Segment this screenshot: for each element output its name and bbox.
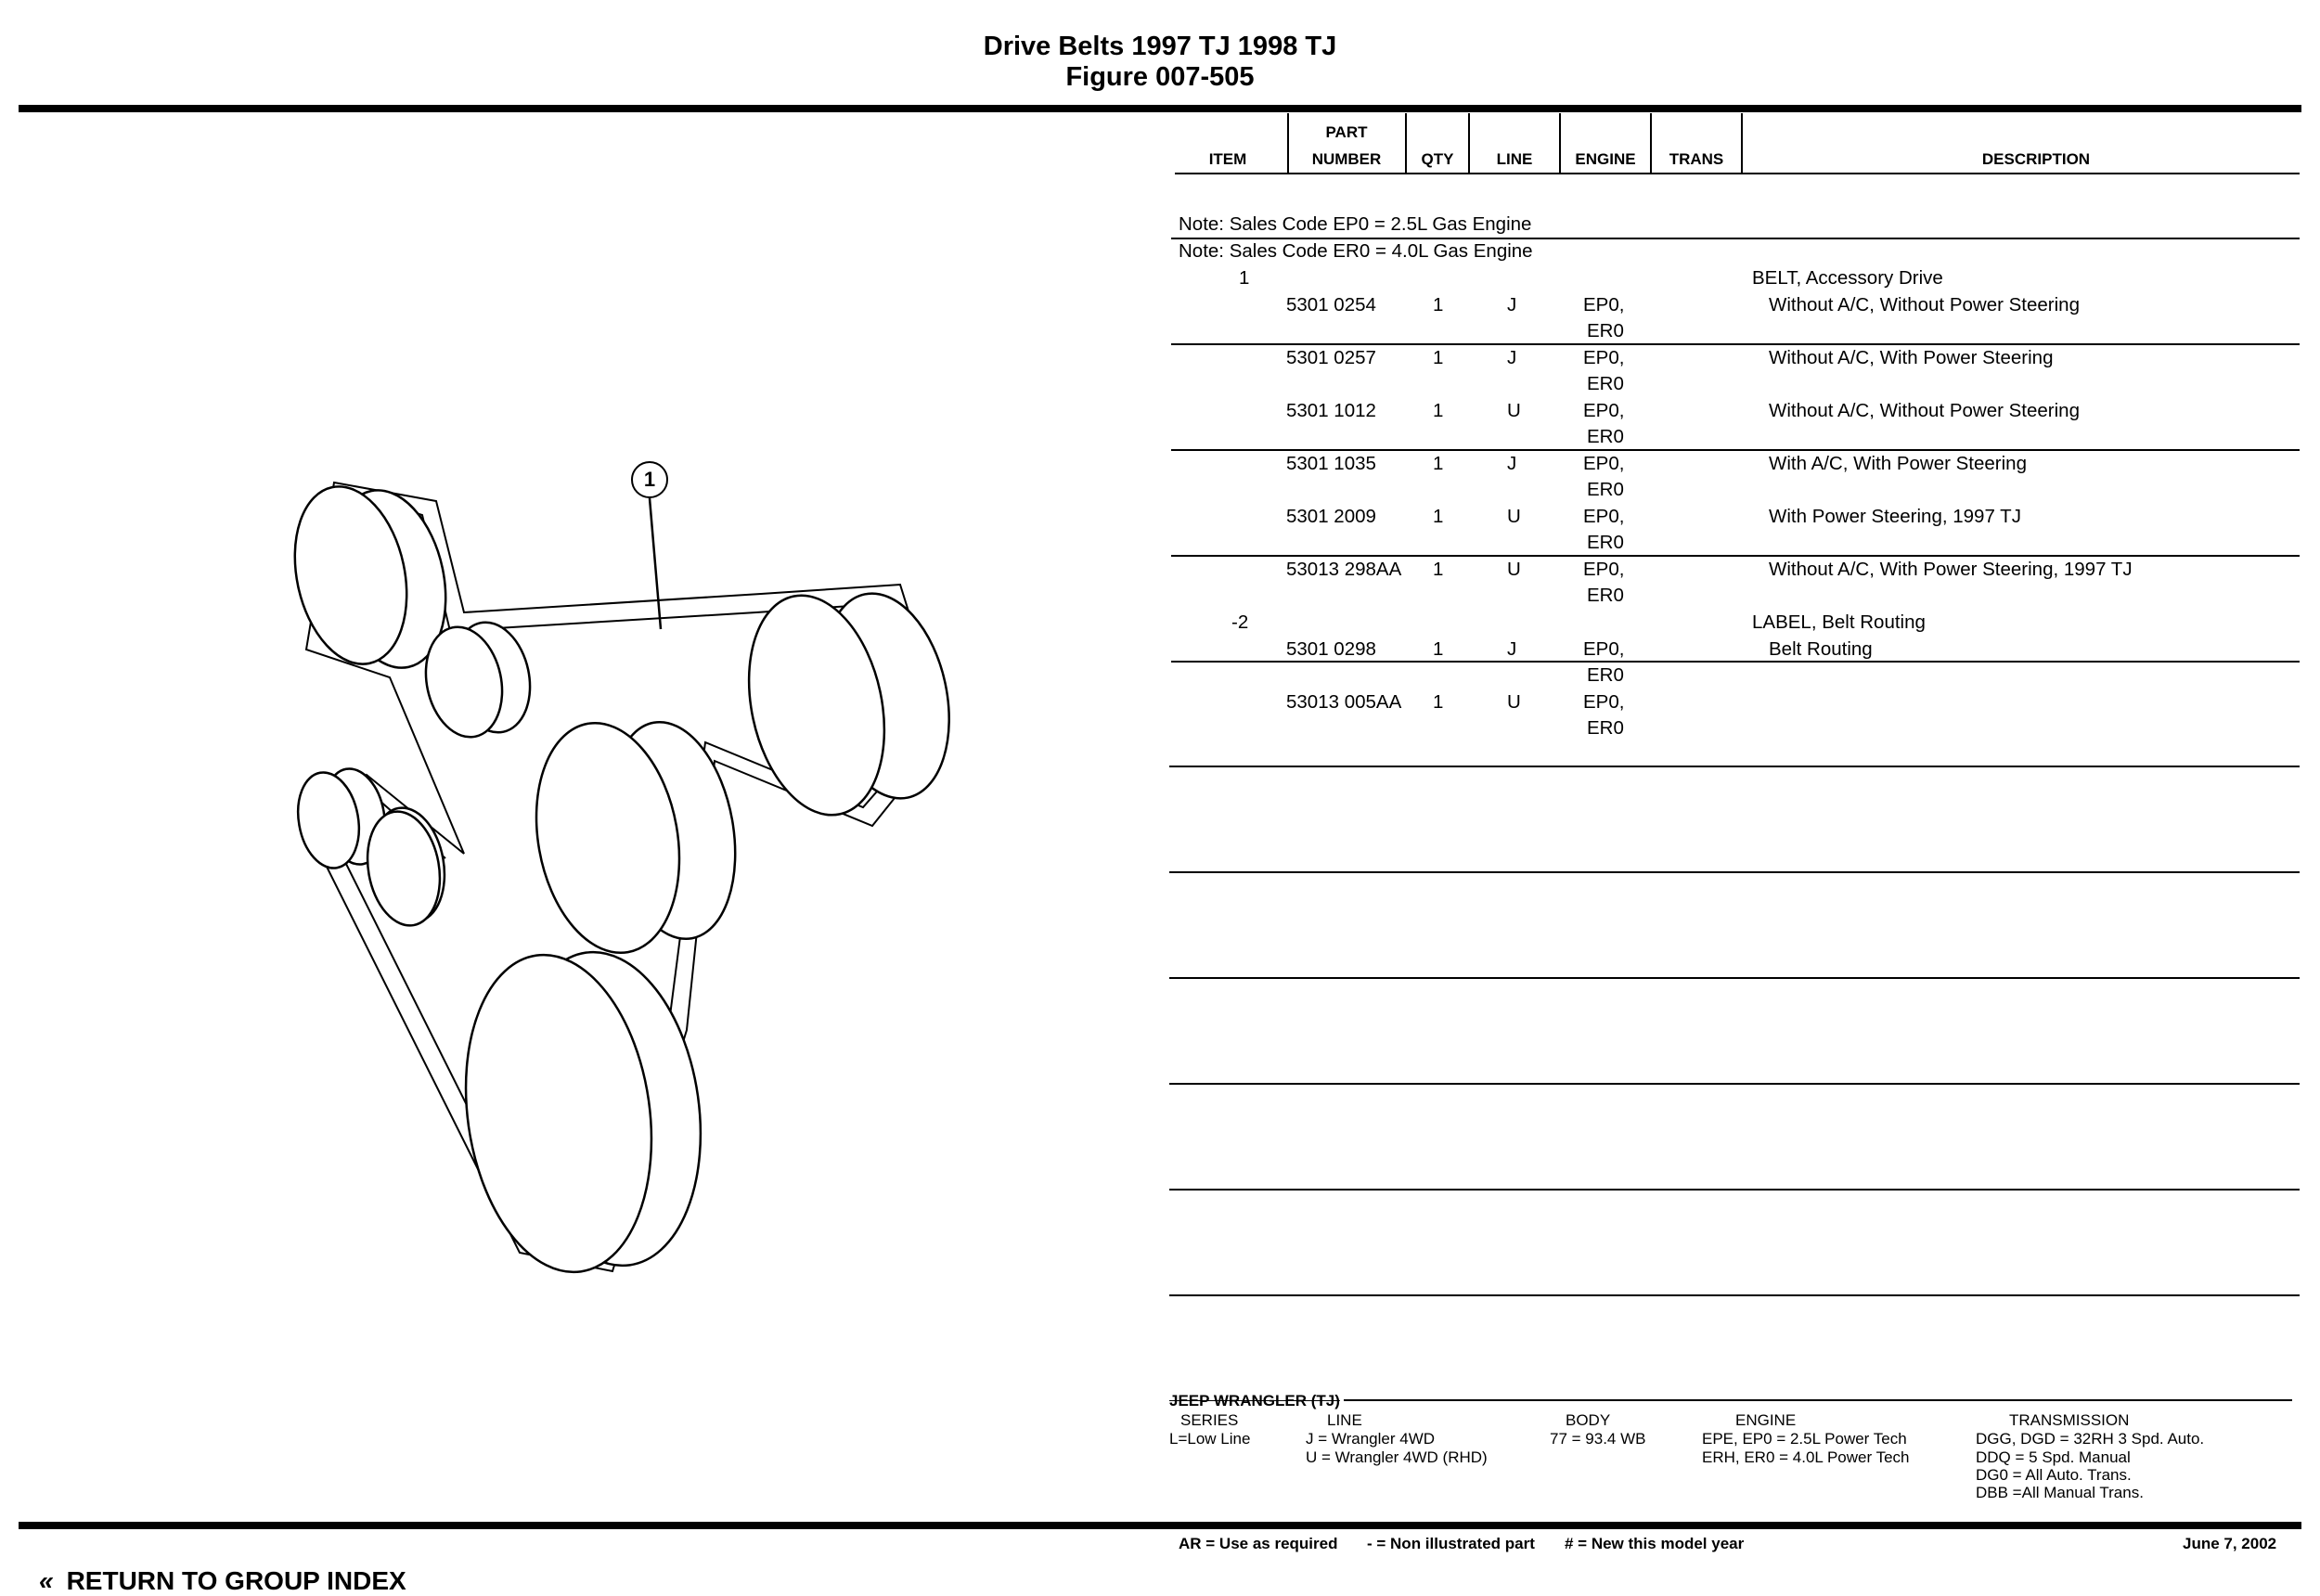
transmission-heading: TRANSMISSION (2009, 1411, 2130, 1429)
header-trans: TRANS (1669, 150, 1724, 168)
table-row-part: 5301 0254 (1286, 294, 1376, 315)
line-heading: LINE (1327, 1411, 1362, 1429)
header-divider (1468, 113, 1470, 173)
page-title: Drive Belts 1997 TJ 1998 TJ (983, 32, 1337, 61)
table-row-engine: ER0 (1587, 664, 1624, 686)
table-row-part: 5301 1035 (1286, 453, 1376, 474)
header-part-bottom: NUMBER (1311, 150, 1382, 168)
double-chevron-left-icon: « (39, 1566, 54, 1595)
series-value: L=Low Line (1169, 1430, 1251, 1448)
return-to-group-index-link[interactable] (39, 1566, 406, 1596)
table-row-description: Without A/C, With Power Steering (1769, 347, 2054, 368)
model-name: JEEP WRANGLER (TJ) (1169, 1392, 1344, 1409)
header-divider (1287, 113, 1289, 173)
body-value: 77 = 93.4 WB (1550, 1430, 1646, 1448)
table-row-part: 5301 2009 (1286, 506, 1376, 527)
row-divider (1169, 1189, 2300, 1191)
body-heading: BODY (1566, 1411, 1611, 1429)
line-value: U = Wrangler 4WD (RHD) (1306, 1448, 1488, 1466)
table-row-description: Without A/C, With Power Steering, 1997 TJ (1769, 559, 2133, 580)
table-row-engine: EP0, (1583, 559, 1625, 580)
table-row-description: With A/C, With Power Steering (1769, 453, 2027, 474)
row-divider (1169, 766, 2300, 767)
publication-date: June 7, 2002 (2183, 1535, 2277, 1552)
header-divider (1405, 113, 1407, 173)
header-item: ITEM (1208, 150, 1247, 168)
row-divider (1171, 343, 2300, 345)
header-line: LINE (1496, 150, 1533, 168)
engine-heading: ENGINE (1735, 1411, 1797, 1429)
header-divider (1559, 113, 1561, 173)
table-row-qty: 1 (1433, 400, 1444, 421)
table-row-part: 5301 0257 (1286, 347, 1376, 368)
table-row-engine: EP0, (1583, 400, 1625, 421)
engine-value: ERH, ER0 = 4.0L Power Tech (1702, 1448, 1910, 1466)
transmission-value: DG0 = All Auto. Trans. (1976, 1466, 2132, 1484)
header-description: DESCRIPTION (1981, 150, 2091, 168)
table-row-qty: 1 (1433, 453, 1444, 474)
row-divider (1169, 1294, 2300, 1296)
header-qty: QTY (1421, 150, 1454, 168)
table-row-engine: ER0 (1587, 532, 1624, 553)
legend-new-model-year: # = New this model year (1565, 1535, 1745, 1552)
table-row-engine: EP0, (1583, 691, 1625, 713)
table-row-line: U (1507, 506, 1521, 527)
series-heading: SERIES (1180, 1411, 1239, 1429)
header-rule (1175, 173, 2300, 174)
table-row-description: LABEL, Belt Routing (1752, 611, 1926, 633)
note-ep0: Note: Sales Code EP0 = 2.5L Gas Engine (1179, 213, 1532, 235)
table-row-description: With Power Steering, 1997 TJ (1769, 506, 2021, 527)
table-row-part: 53013 298AA (1286, 559, 1402, 580)
table-row-qty: 1 (1433, 559, 1444, 580)
header-part-top: PART (1325, 123, 1368, 141)
table-row-engine: EP0, (1583, 506, 1625, 527)
bottom-rule (19, 1522, 2301, 1529)
table-row-item: 1 (1239, 267, 1250, 289)
table-row-line: J (1507, 294, 1517, 315)
callout-1: 1 (631, 461, 668, 498)
table-row-part: 5301 0298 (1286, 638, 1376, 660)
table-row-qty: 1 (1433, 638, 1444, 660)
table-row-description: Without A/C, Without Power Steering (1769, 400, 2080, 421)
note-er0: Note: Sales Code ER0 = 4.0L Gas Engine (1179, 240, 1533, 262)
table-row-engine: EP0, (1583, 638, 1625, 660)
header-divider (1650, 113, 1652, 173)
header-engine: ENGINE (1575, 150, 1636, 168)
header-divider (1741, 113, 1743, 173)
engine-value: EPE, EP0 = 2.5L Power Tech (1702, 1430, 1907, 1448)
table-row-engine: ER0 (1587, 426, 1624, 447)
row-divider (1169, 1083, 2300, 1085)
table-row-engine: ER0 (1587, 479, 1624, 500)
table-row-item: -2 (1231, 611, 1249, 633)
table-row-engine: ER0 (1587, 373, 1624, 394)
row-divider (1171, 238, 2300, 239)
table-row-qty: 1 (1433, 506, 1444, 527)
table-row-engine: ER0 (1587, 320, 1624, 341)
table-row-qty: 1 (1433, 294, 1444, 315)
drive-belt-illustration (269, 436, 974, 1290)
table-row-line: J (1507, 453, 1517, 474)
title-rule (19, 105, 2301, 112)
row-divider (1169, 871, 2300, 873)
table-row-engine: EP0, (1583, 453, 1625, 474)
table-row-description: Belt Routing (1769, 638, 1873, 660)
row-divider (1171, 555, 2300, 557)
transmission-value: DGG, DGD = 32RH 3 Spd. Auto. (1976, 1430, 2205, 1448)
table-row-qty: 1 (1433, 691, 1444, 713)
table-row-line: J (1507, 638, 1517, 660)
table-row-engine: ER0 (1587, 717, 1624, 739)
table-row-line: U (1507, 691, 1521, 713)
transmission-value: DBB =All Manual Trans. (1976, 1484, 2144, 1501)
table-row-qty: 1 (1433, 347, 1444, 368)
table-row-engine: ER0 (1587, 585, 1624, 606)
table-row-line: J (1507, 347, 1517, 368)
transmission-value: DDQ = 5 Spd. Manual (1976, 1448, 2131, 1466)
table-row-description: Without A/C, Without Power Steering (1769, 294, 2080, 315)
row-divider (1171, 661, 2300, 663)
row-divider (1169, 977, 2300, 979)
table-row-engine: EP0, (1583, 347, 1625, 368)
row-divider (1171, 449, 2300, 451)
table-row-part: 5301 1012 (1286, 400, 1376, 421)
return-link-label: RETURN TO GROUP INDEX (66, 1566, 406, 1595)
table-row-description: BELT, Accessory Drive (1752, 267, 1943, 289)
figure-number: Figure 007-505 (1065, 62, 1255, 92)
legend-as-required: AR = Use as required (1179, 1535, 1338, 1552)
table-row-engine: EP0, (1583, 294, 1625, 315)
table-row-line: U (1507, 400, 1521, 421)
line-value: J = Wrangler 4WD (1306, 1430, 1436, 1448)
table-row-part: 53013 005AA (1286, 691, 1402, 713)
legend-non-illustrated: - = Non illustrated part (1367, 1535, 1535, 1552)
table-row-line: U (1507, 559, 1521, 580)
